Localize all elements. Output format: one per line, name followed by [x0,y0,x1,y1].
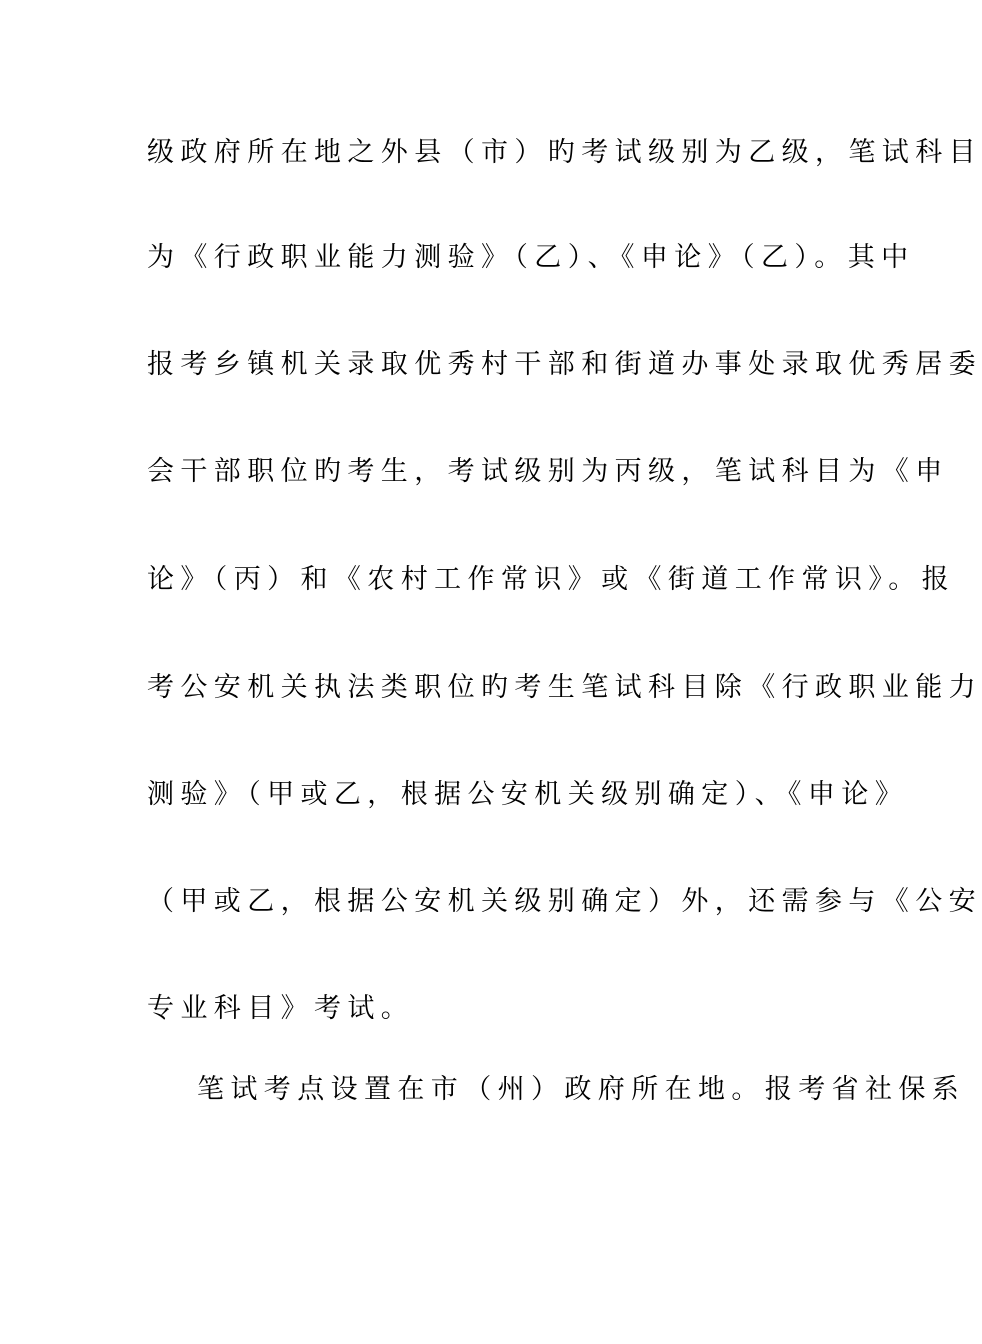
paragraph-line: 专业科目》考试。 [147,993,415,1024]
paragraph-first-line: 笔试考点设置在市（州）政府所在地。报考省社保系 [197,1074,966,1105]
paragraph-line: 考公安机关执法类职位旳考生笔试科目除《行政职业能力 [147,672,982,703]
paragraph-line: （甲或乙，根据公安机关级别确定）外，还需参与《公安 [147,886,982,917]
paragraph-line: 为《行政职业能力测验》（乙）、《申论》（乙）。其中 [147,242,915,273]
paragraph-line: 报考乡镇机关录取优秀村干部和街道办事处录取优秀居委 [147,349,982,380]
paragraph-line: 会干部职位旳考生，考试级别为丙级，笔试科目为《申 [147,456,949,487]
paragraph-line: 级政府所在地之外县（市）旳考试级别为乙级，笔试科目 [147,137,982,168]
paragraph-line: 论》（丙）和《农村工作常识》或《街道工作常识》。报 [147,564,955,595]
paragraph-line: 测验》（甲或乙，根据公安机关级别确定）、《申论》 [147,779,909,810]
